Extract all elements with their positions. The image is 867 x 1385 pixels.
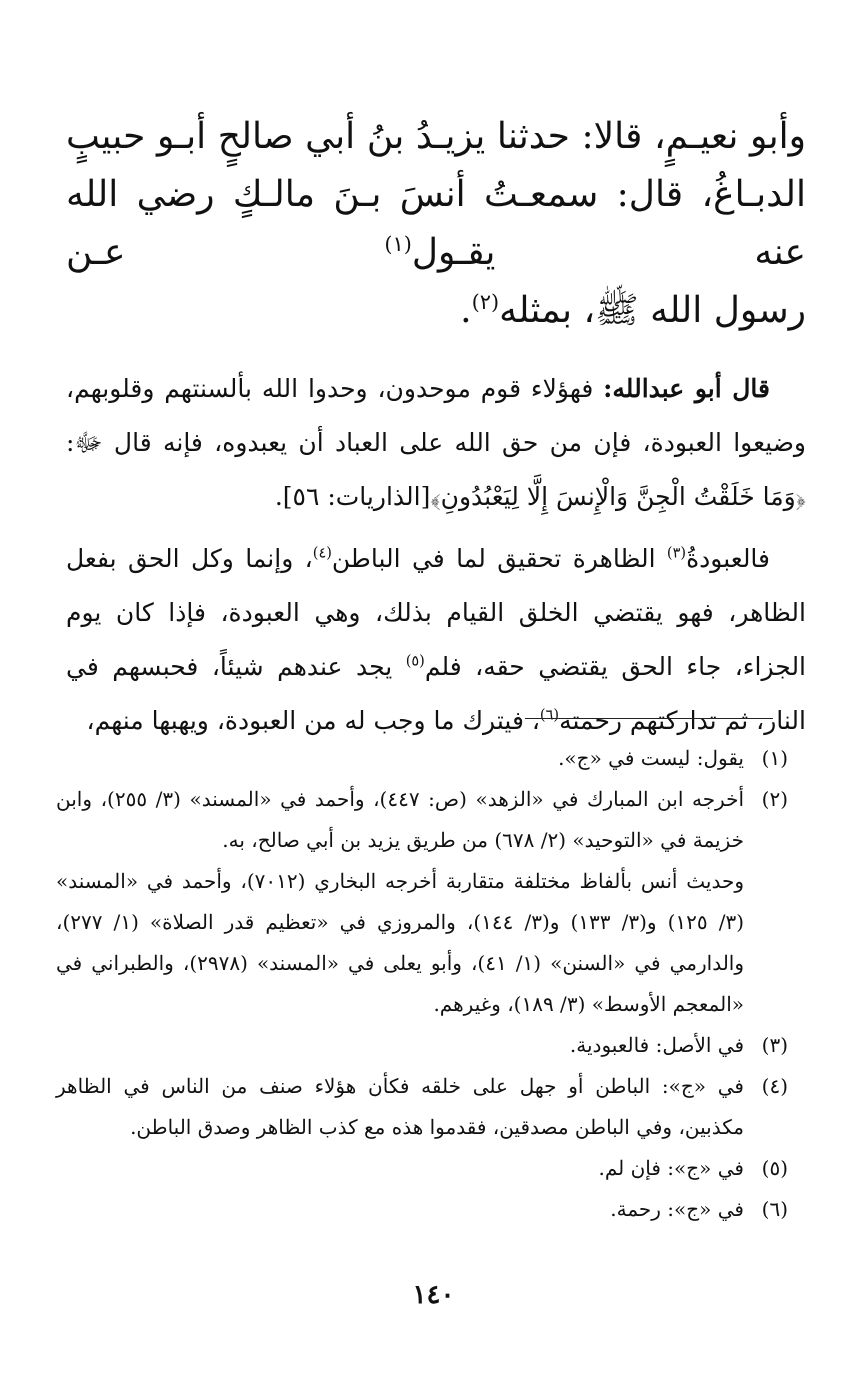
- footnote-text: أخرجه ابن المبارك في «الزهد» (ص: ٤٤٧)، وأحمد في «المسند» (٣/ ٢٥٥)، وابن خزيمة في «التوحيد» (٢/ ٦٧٨) من طريق يزيد بن أبي صالح، به.: [56, 787, 745, 852]
- footnote-ref-2: (٢): [471, 290, 500, 314]
- main-text-block: [66, 108, 806, 748]
- footnote-ref-1: (١): [384, 232, 412, 256]
- footnote-1: [56, 738, 788, 779]
- footnote-number: [744, 861, 788, 1025]
- footnote-2-continuation: [56, 861, 788, 1025]
- footnote-ref-6: (٦): [539, 707, 560, 724]
- paragraph-1-body: فهؤلاء قوم موحدون، وحدوا الله بألسنتهم وقلوبهم، وضيعوا العبودة، فإن من حق الله على العباد أن يعبدوه، فإنه قال ﷻ:: [66, 374, 806, 457]
- page-number: ١٤٠: [412, 1280, 455, 1310]
- footnote-separator: [525, 718, 773, 719]
- main-text-line-3: [66, 282, 806, 340]
- footnote-number: (٣): [761, 1033, 788, 1057]
- footnotes-block: [56, 738, 788, 1230]
- paragraph-2-part-d: يجد عندهم شيئاً، فحبسهم في النار، ثم تداركتهم رحمته: [66, 652, 806, 735]
- footnote-ref-3: (٣): [666, 545, 687, 562]
- paragraph-2-part-e: ، فيترك ما وجب له من العبودة، ويهبها منهم،: [86, 706, 540, 735]
- footnote-ref-4: (٤): [312, 545, 332, 562]
- main-text-line-1-content: وأبو نعيـمٍ، قالا: حدثنا يزيـدُ بنُ أبي صالحٍ أبـو حبيبٍ: [66, 116, 806, 157]
- footnote-number: (١): [761, 746, 788, 770]
- footnote-text: في «ج»: رحمة.: [610, 1197, 744, 1221]
- footnote-text: وحديث أنس بألفاظ مختلفة متقاربة أخرجه البخاري (٧٠١٢)، وأحمد في «المسند» (٣/ ١٢٥) و(٣/ ١٣٣) و(٣/ ١٤٤)، والمروزي في «تعظيم قدر الصلاة» (١/ ٢٧٧)، والدارمي في «السنن» (١/ ٤١)، وأبو يعلى في «المسند» (٢٩٧٨)، والطبراني في «المعجم الأوسط» (٣/ ١٨٩)، وغيرهم.: [56, 869, 745, 1016]
- paragraph-1-text: [66, 362, 806, 524]
- speaker-label: قال أبو عبدالله:: [603, 374, 770, 403]
- main-text-line-2-tail: عـن: [66, 232, 126, 273]
- footnote-4: [56, 1066, 788, 1148]
- footnote-3: [56, 1025, 788, 1066]
- footnote-ref-5: (٥): [405, 653, 425, 670]
- paragraph-1: [66, 362, 806, 524]
- paragraph-2: [66, 532, 806, 748]
- footnote-number: (٢): [761, 787, 788, 811]
- footnote-2: [56, 779, 788, 861]
- main-text-line-2: [66, 166, 806, 282]
- paragraph-2-part-b: الظاهرة تحقيق لما في الباطن: [331, 544, 656, 573]
- footnote-6: [56, 1189, 788, 1230]
- paragraph-2-part-c: ، وإنما وكل الحق بفعل الظاهر، فهو يقتضي الخلق القيام بذلك، وهي العبودة، فإذا كان يوم الجزاء، جاء الحق يقتضي حقه، فلم: [66, 544, 807, 681]
- paragraph-2-part-a: فالعبودةُ: [686, 544, 770, 573]
- footnote-number: (٤): [761, 1074, 788, 1098]
- footnote-number: (٦): [761, 1197, 788, 1221]
- footnote-text: في «ج»: فإن لم.: [598, 1156, 744, 1180]
- main-text-line-3-content: رسول الله ﷺ، بمثله: [499, 290, 806, 331]
- footnote-text: يقول: ليست في «ج».: [558, 746, 744, 770]
- footnote-text: في «ج»: الباطن أو جهل على خلقه فكأن هؤلاء صنف من الناس في الظاهر مكذبين، وفي الباطن مصدقين، فقدموا هذه مع كذب الظاهر وصدق الباطن.: [56, 1074, 744, 1139]
- footnote-text: في الأصل: فالعبودية.: [569, 1033, 744, 1057]
- main-text-line-2-content: الدبـاغُ، قال: سمعـتُ أنسَ بـنَ مالـكٍ رضي الله عنه يقـول: [66, 174, 806, 273]
- main-text-line-1: [66, 108, 806, 166]
- quran-citation: [الذاريات: ٥٦].: [274, 482, 431, 511]
- quran-verse: ﴿وَمَا خَلَقْتُ الْجِنَّ وَالْإِنسَ إِلَّا لِيَعْبُدُونِ﴾: [430, 482, 806, 511]
- main-text-line-3-tail: .: [460, 290, 472, 331]
- footnote-5: [56, 1148, 788, 1189]
- footnote-number: (٥): [761, 1156, 788, 1180]
- paragraph-2-text: [66, 532, 806, 748]
